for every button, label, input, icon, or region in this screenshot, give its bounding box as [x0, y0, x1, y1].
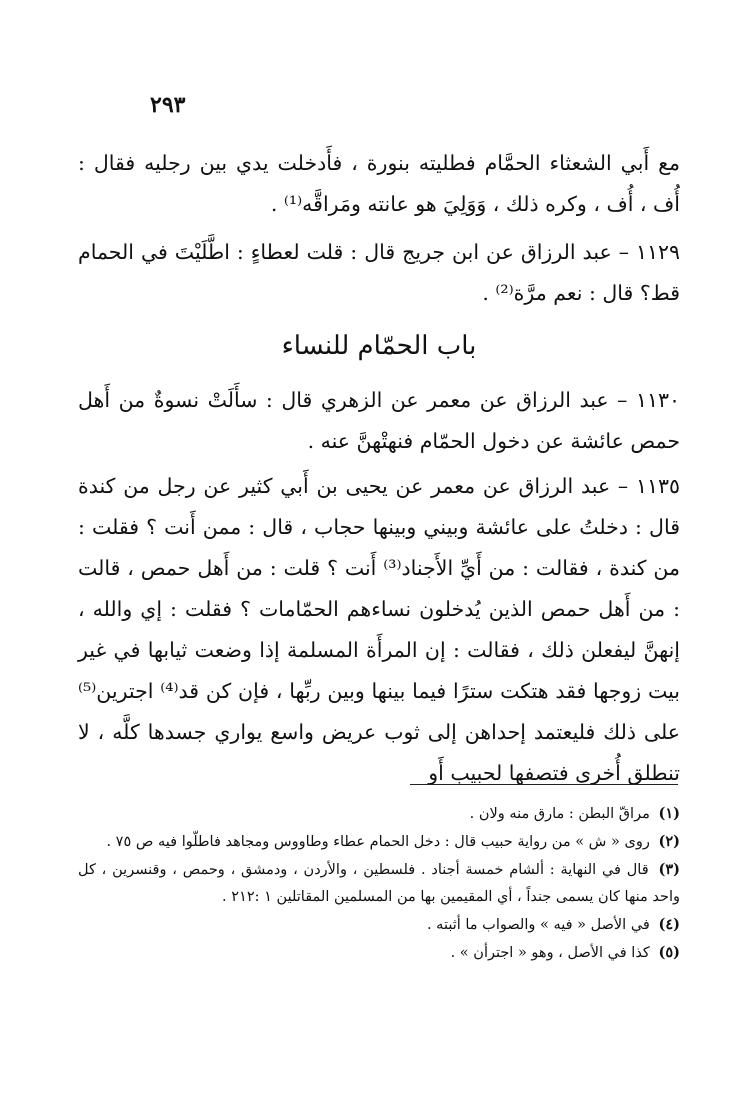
- paragraph-continuation: مع أَبي الشعثاء الحمَّام فطليته بنورة ، فأَدخلت يدي بين رجليه فقال : أُف ، أُف ، وكره ذلك ، وَوَلِيَ هو عانته ومَراقَّه⁽¹⁾ .: [78, 151, 680, 216]
- footnote-text: مراقّ البطن : مارق منه ولان .: [469, 806, 650, 822]
- paragraph-hadith-1129: ١١٢٩ – عبد الرزاق عن ابن جريج قال : قلت لعطاءٍ : اطَّلَيْتَ في الحمام قط؟ قال : نعم مرَّة⁽²⁾ .: [78, 240, 680, 305]
- footnote-number: (١): [658, 805, 680, 822]
- footnote-2: [78, 828, 680, 856]
- page-number: ٢٩٣: [150, 92, 186, 118]
- footnote-text: كذا في الأصل ، وهو « اجترأن » .: [450, 945, 650, 961]
- footnote-text: في الأصل « فيه » والصواب ما أثبته .: [426, 917, 650, 933]
- footnote-number: (٢): [658, 833, 680, 850]
- footnote-1: [78, 800, 680, 828]
- footnote-number: (٣): [658, 861, 681, 878]
- footnote-text: روى « ش » من رواية حبيب قال : دخل الحمام عطاء وطاووس ومجاهد فاطلّوا فيه ص ٧٥ .: [106, 834, 650, 850]
- paragraph-hadith-1135: ١١٣٥ – عبد الرزاق عن معمر عن يحيى بن أَبي كثير عن رجل من كندة قال : دخلتُ على عائشة وبيني وبينها حجاب ، قال : ممن أَنت ؟ فقلت : من كندة ، فقالت : من أَيِّ الأَجناد⁽³⁾ أَنت ؟ قلت : من أَهل حمص ، قالت : من أَهل حمص الذين يُدخلون نساءهم الحمّامات ؟ فقلت : إي والله ، إنهنَّ ليفعلن ذلك ، فقالت : إن المرأَة المسلمة إذا وضعت ثيابها في غير بيت زوجها فقد هتكت سترًا فيما بينها وبين ربِّها ، فإن كن قد⁽⁴⁾ اجترين⁽⁵⁾ على ذلك فليعتمد إحداهن إلى ثوب عريض واسع يواري جسدها كلَّه ، لا تنطلق أُخرى فتصفها لحبيب أَو: [78, 474, 680, 785]
- footnote-number: (٤): [658, 916, 680, 933]
- footnote-4: [78, 911, 680, 939]
- footnote-text: قال في النهاية : ألشام خمسة أجناد . فلسطين ، والأردن ، ودمشق ، وحمص ، وقنسرين ، كل واحد منها كان يسمى جنداً ، أي المقيمين بها من المسلمين المقاتلين ١ :٢١٢ .: [78, 862, 680, 905]
- footnote-divider: [410, 784, 678, 785]
- footnote-5: [78, 939, 680, 967]
- footnote-number: (٥): [658, 944, 680, 961]
- chapter-title: باب الحمّام للنساء: [281, 331, 477, 361]
- paragraph-hadith-1130: ١١٣٠ – عبد الرزاق عن معمر عن الزهري قال : سأَلَتْ نسوةٌ من أَهل حمص عائشة عن دخول الحمّام فنهتْهنَّ عنه .: [78, 388, 680, 453]
- footnote-3: [78, 856, 680, 911]
- footnotes: [78, 800, 680, 967]
